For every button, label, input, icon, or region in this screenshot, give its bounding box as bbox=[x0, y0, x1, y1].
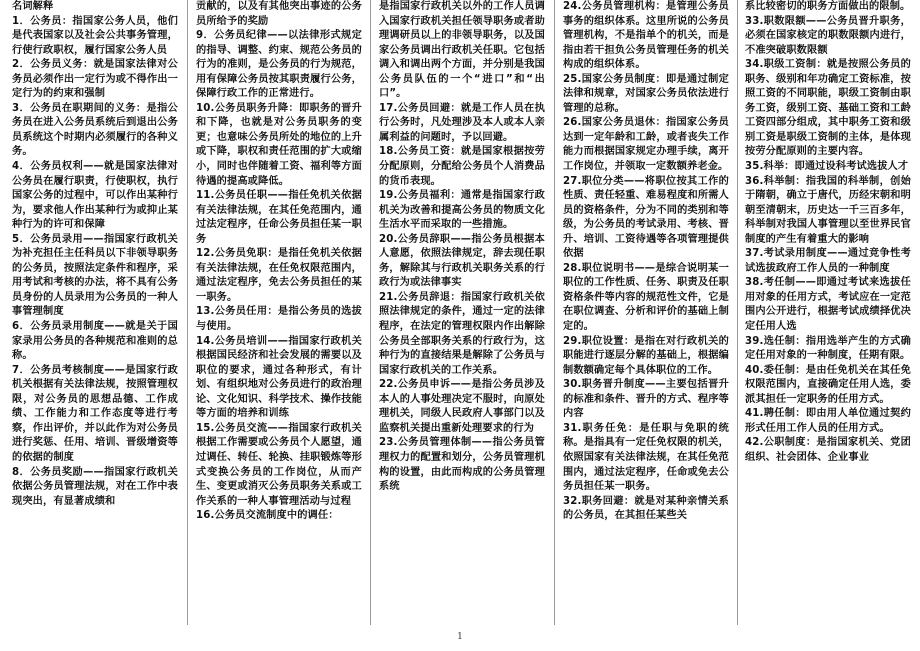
definition-paragraph: 5．公务员录用——指国家行政机关为补充担任主任科员以下非领导职务的公务员，按照法定条件和程序，采用考试和考核的办法，将不具有公务员身份的人员录用为公务员的一种人事管理制度 bbox=[12, 233, 178, 318]
definition-paragraph: 12.公务员免职：是指任免机关依据有关法律法规，在任免权限范围内，通过法定程序，免去公务员担任的某一职务。 bbox=[196, 248, 362, 303]
definition-paragraph: 22.公务员申诉——是指公务员涉及本人的人事处理决定不服时，向原处理机关，同级人民政府人事部门以及监察机关提出重新处理要求的行为 bbox=[379, 379, 545, 434]
definition-paragraph: 32.职务回避：就是对某种亲情关系的公务员，在其担任某些关 bbox=[563, 495, 729, 522]
definition-paragraph: 21.公务员辞退：指国家行政机关依照法律规定的条件，通过一定的法律程序，在法定的管理权限内作出解除公务员全部职务关系的行政行为，这种行为的直接结果是解除了公务员与国家行政机关的工作关系。 bbox=[379, 291, 545, 376]
text-column-2 bbox=[196, 0, 362, 625]
definition-paragraph: 27.职位分类——将职位按其工作的性质、责任轻重、难易程度和所需人员的资格条件，分为不同的类别和等级，为公务员的考试录用、考核、晋升、培训、工资待遇等各项管理提供依据 bbox=[563, 175, 729, 260]
definition-paragraph: 35.科举：即通过设科考试选拔人才 bbox=[745, 161, 909, 173]
definition-paragraph: 39.选任制：指用选举产生的方式确定任用对象的一种制度，任期有限。 bbox=[745, 335, 911, 362]
definition-paragraph: 18.公务员工资：就是国家根据按劳分配原则，分配给公务员个人消费品的货币表现。 bbox=[379, 146, 545, 187]
column-divider bbox=[554, 0, 555, 625]
definition-paragraph: 26.国家公务员退休：指国家公务员达到一定年龄和工龄，或者丧失工作能力而根据国家规定办理手续，离开工作岗位，并领取一定数额养老金。 bbox=[563, 117, 729, 173]
definition-paragraph: 40.委任制：是由任免机关在其任免权限范围内，直接确定任用人选，委派其担任一定职务的任用方式。 bbox=[745, 364, 911, 405]
definition-paragraph: 29.职位设置：是指在对行政机关的职能进行逐层分解的基础上，根据编制数额确定每个具体职位的工作。 bbox=[563, 335, 729, 376]
definition-paragraph: 17.公务员回避：就是工作人员在执行公务时，凡处理涉及本人或本人亲属利益的问题时，予以回避。 bbox=[379, 102, 545, 143]
text-column-3 bbox=[379, 0, 545, 625]
definition-paragraph: 24.公务员管理机构：是管理公务员事务的组织体系。这里所说的公务员管理机构，不是指单个的机关，而是指由若干担负公务员管理任务的机关构成的组织体系。 bbox=[563, 1, 729, 71]
page-number: 1 bbox=[457, 632, 463, 642]
column-divider bbox=[187, 0, 188, 625]
definition-paragraph: 25.国家公务员制度：即是通过制定法律和规章，对国家公务员依法进行管理的总称。 bbox=[563, 73, 729, 114]
definition-paragraph: 36.科举制：指我国的科举制，创始于隋朝，确立于唐代，历经宋朝和明朝至清朝末，历史达一千三百多年，科举制对我国人事管理以至世界民官制度的产生有着重大的影响 bbox=[745, 175, 911, 245]
column-divider bbox=[737, 0, 738, 625]
definition-paragraph: 16.公务员交流制度中的调任： bbox=[196, 510, 339, 522]
section-heading: 名词解释 bbox=[12, 1, 54, 12]
text-column-4 bbox=[563, 0, 729, 625]
definition-paragraph: 贡献的，以及有其他突出事迹的公务员所给予的奖励 bbox=[196, 1, 362, 27]
definition-paragraph: 37.考试录用制度——通过竞争性考试选拔政府工作人员的一种制度 bbox=[745, 248, 911, 274]
column-divider bbox=[370, 0, 371, 625]
definition-paragraph: 30.职务晋升制度——主要包括晋升的标准和条件、晋升的方式、程序等内容 bbox=[563, 379, 729, 420]
definition-paragraph: 8．公务员奖励——指国家行政机关依据公务员管理法规，对在工作中表现突出，有显著成绩和 bbox=[12, 466, 178, 507]
definition-paragraph: 33.职数限额——公务员晋升职务，必须在国家核定的职数限额内进行，不准突破职数限额 bbox=[745, 15, 911, 56]
definition-paragraph: 14.公务员培训——指国家行政机关根据国民经济和社会发展的需要以及职位的要求，通过各种形式，有计划、有组织地对公务员进行的政治理论、文化知识、科学技术、操作技能等方面的培养和训练 bbox=[196, 335, 362, 420]
definition-paragraph: 31.职务任免：是任职与免职的统称。是指具有一定任免权限的机关，依照国家有关法律法规，在其任免范围内，通过法定程序，任命或免去公务员担任某一职务。 bbox=[563, 422, 729, 493]
definition-paragraph: 1．公务员：指国家公务人员，他们是代表国家以及社会公共事务管理，行使行政职权，履行国家公务人员 bbox=[12, 15, 178, 56]
definition-paragraph: 13.公务员任用：是指公务员的选拔与使用。 bbox=[196, 306, 362, 333]
text-column-1 bbox=[12, 0, 178, 625]
definition-paragraph: 7．公务员考核制度——是国家行政机关根据有关法律法规，按照管理权限，对公务员的思想品德、工作成绩、工作能力和工作态度等进行考察，作出评价，并以此作为对公务员进行奖惩、任用、培训、晋级增资等的依据的制度 bbox=[12, 364, 178, 463]
definition-paragraph: 15.公务员交流——指国家行政机关根据工作需要或公务员个人愿望，通过调任、转任、轮换、挂职锻炼等形式变换公务员的工作岗位，从而产生、变更或消灭公务员职务关系或工作关系的一种人事管理活动与过程 bbox=[196, 422, 362, 507]
definition-paragraph: 23.公务员管理体制——指公务员管理权力的配置和划分，公务员管理机构的设置，由此而构成的公务员管理系统 bbox=[379, 437, 545, 493]
definition-paragraph: 10.公务员职务升降：即职务的晋升和下降，也就是对公务员职务的变更；也意味公务员所处的地位的上升或下降，职权和责任范围的扩大或缩小，同时也伴随着工资、福利等方面待遇的提高或降低。 bbox=[196, 102, 362, 187]
text-column-5 bbox=[745, 0, 911, 625]
definition-paragraph: 4．公务员权利——就是国家法律对公务员在履行职责，行使职权，执行国家公务的过程中，可以作出某种行为，要求他人作出某种行为或抑止某种行为的许可和保障 bbox=[12, 161, 178, 231]
definition-paragraph: 9．公务员纪律——以法律形式规定的指导、调整、约束、规范公务员的行为的准则，是公务员的行为规范，用有保障公务员按其职责履行公务，保障行政工作的正常进行。 bbox=[196, 30, 362, 100]
definition-paragraph: 系比较密切的职务方面做出的限制。 bbox=[745, 1, 911, 12]
definition-paragraph: 6．公务员录用制度——就是关于国家录用公务员的各种规范和准则的总称。 bbox=[12, 321, 178, 362]
definition-paragraph: 20.公务员辞职——指公务员根据本人意愿，依照法律规定，辞去现任职务，解除其与行政机关职务关系的行政行为或法律事实 bbox=[379, 233, 545, 289]
definition-paragraph: 是指国家行政机关以外的工作人员调入国家行政机关担任领导职务或者助理调研员以上的非领导职务，以及国家公务员调出行政机关任职。它包括调入和调出两个方面，并分别是我国公务员队伍的一个“进口”和“出口”。 bbox=[379, 1, 545, 100]
definition-paragraph: 34.职级工资制：就是按照公务员的职务、级别和年功确定工资标准，按照工资的不同职能，职级工资制由职务工资，级别工资、基础工资和工龄工资四部分组成，其中职务工资和级别工资是职级工资制的主体，是体现按劳分配原则的主要内容。 bbox=[745, 59, 911, 158]
definition-paragraph: 38.考任制——即通过考试来选拔任用对象的任用方式，考试应在一定范围内公开进行，根据考试成绩择优决定任用人选 bbox=[745, 277, 911, 333]
definition-paragraph: 42.公职制度：是指国家机关、党团组织、社会团体、企业事业 bbox=[745, 437, 911, 463]
definition-paragraph: 41.聘任制：即由用人单位通过契约形式任用工作人员的任用方式。 bbox=[745, 408, 911, 434]
definition-paragraph: 11.公务员任职——指任免机关依据有关法律法规，在其任免范围内，通过法定程序，任命公务员担任某一职务 bbox=[196, 190, 362, 245]
definition-paragraph: 19.公务员福利：通常是指国家行政机关为改善和提高公务员的物质文化生活水平而采取的一些措施。 bbox=[379, 190, 545, 231]
definition-paragraph: 2．公务员义务：就是国家法律对公务员必须作出一定行为或不得作出一定行为的约束和强制 bbox=[12, 59, 178, 100]
definition-paragraph: 28.职位说明书——是综合说明某一职位的工作性质、任务、职责及任职资格条件等内容的规范性文件，它是在职位调查、分析和评价的基础上制定的。 bbox=[563, 262, 729, 333]
definition-paragraph: 3．公务员在职期间的义务：是指公务员在进入公务员系统后到退出公务员系统这个时期内必须履行的各种义务。 bbox=[12, 102, 178, 158]
